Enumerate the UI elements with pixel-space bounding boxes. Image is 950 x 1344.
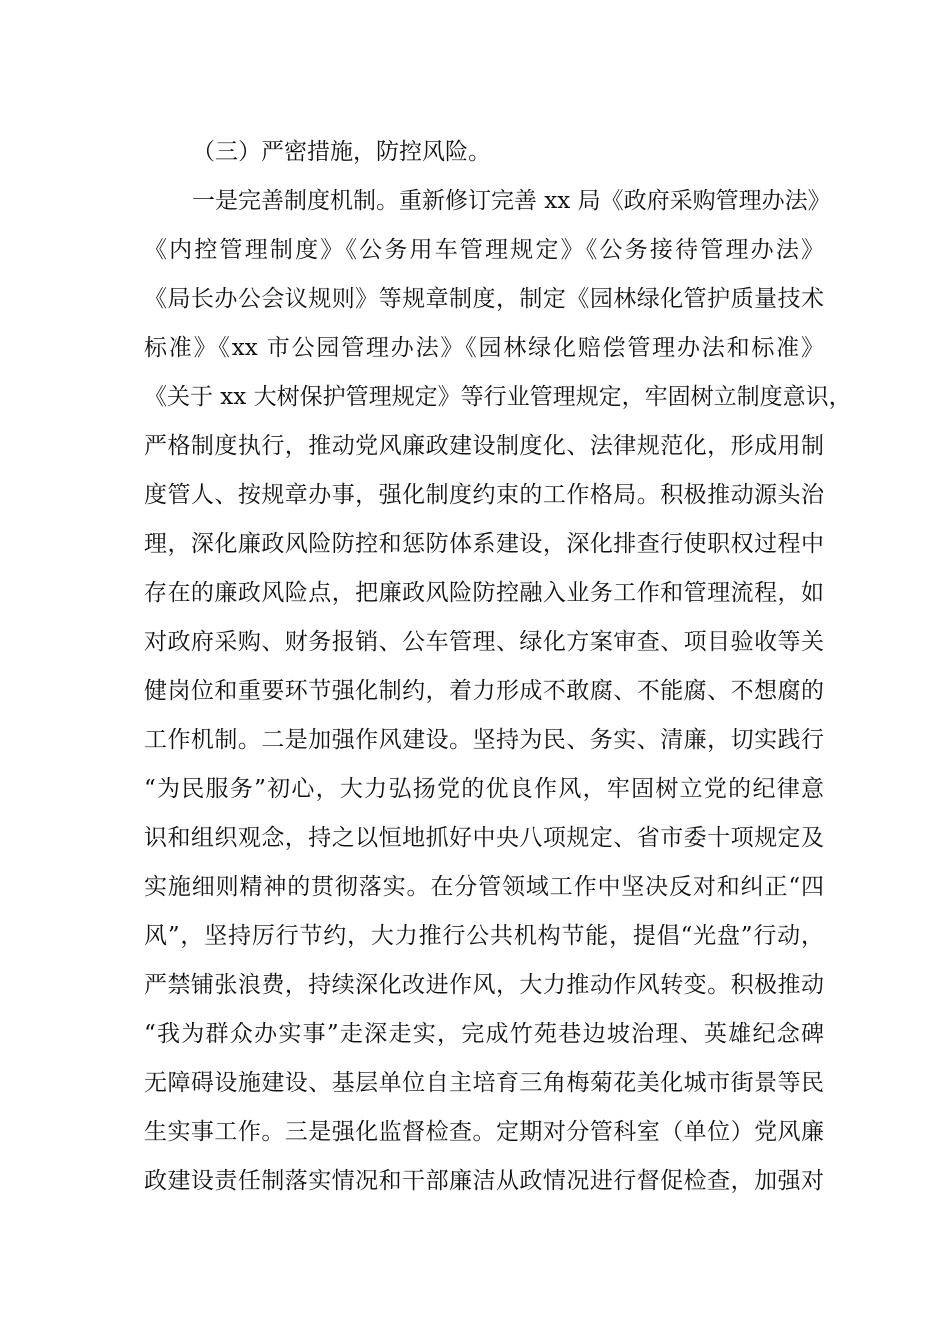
paragraph-line: 无障碍设施建设、基层单位自主培育三角梅菊花美化城市街景等民 <box>144 1070 824 1096</box>
paragraph-line: 政建设责任制落实情况和干部廉洁从政情况进行督促检查，加强对 <box>144 1168 824 1194</box>
paragraph-line: 严禁铺张浪费，持续深化改进作风，大力推动作风转变。积极推动 <box>144 972 824 998</box>
paragraph-line: 标准》《xx 市公园管理办法》《园林绿化赔偿管理办法和标准》 <box>144 335 824 361</box>
section-heading: （三）严密措施，防控风险。 <box>192 139 491 165</box>
paragraph-line: 对政府采购、财务报销、公车管理、绿化方案审查、项目验收等关 <box>144 629 824 655</box>
paragraph-line: 实施细则精神的贯彻落实。在分管领域工作中坚决反对和纠正“四 <box>144 874 824 900</box>
paragraph-line: 风”，坚持厉行节约，大力推行公共机构节能，提倡“光盘”行动， <box>144 923 824 949</box>
paragraph-line: 存在的廉政风险点，把廉政风险防控融入业务工作和管理流程，如 <box>144 580 824 606</box>
paragraph-line: 度管人、按规章办事，强化制度约束的工作格局。积极推动源头治 <box>144 482 824 508</box>
paragraph-line: 严格制度执行，推动党风廉政建设制度化、法律规范化，形成用制 <box>144 433 824 459</box>
paragraph-line: 识和组织观念，持之以恒地抓好中央八项规定、省市委十项规定及 <box>144 825 824 851</box>
paragraph-line: 《局长办公会议规则》等规章制度，制定《园林绿化管护质量技术 <box>144 286 824 312</box>
paragraph-line: “为民服务”初心，大力弘扬党的优良作风，牢固树立党的纪律意 <box>144 776 824 802</box>
paragraph-line: 《关于 xx 大树保护管理规定》等行业管理规定，牢固树立制度意识， <box>144 384 852 410</box>
paragraph-line: 理，深化廉政风险防控和惩防体系建设，深化排查行使职权过程中 <box>144 531 824 557</box>
paragraph-line: 工作机制。二是加强作风建设。坚持为民、务实、清廉，切实践行 <box>144 727 824 753</box>
paragraph-line: 健岗位和重要环节强化制约，着力形成不敢腐、不能腐、不想腐的 <box>144 678 824 704</box>
paragraph-line: “我为群众办实事”走深走实，完成竹苑巷边坡治理、英雄纪念碑 <box>144 1021 824 1047</box>
paragraph-line: 《内控管理制度》《公务用车管理规定》《公务接待管理办法》 <box>144 237 824 263</box>
paragraph-line: 一是完善制度机制。重新修订完善 xx 局《政府采购管理办法》 <box>192 188 831 214</box>
paragraph-line: 生实事工作。三是强化监督检查。定期对分管科室（单位）党风廉 <box>144 1119 824 1145</box>
